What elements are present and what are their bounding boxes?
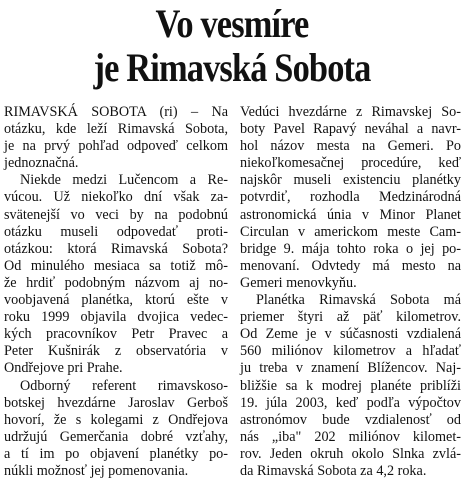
- text-line: otázku museli odpovedať proti-: [4, 223, 228, 240]
- text-line: vúcou. Už niekoľko dní však za-: [4, 189, 228, 206]
- text-line: Planétka Rimavská Sobota má: [256, 292, 461, 309]
- text-line: ju treba v znamení Blížencov. Naj-: [240, 360, 461, 377]
- text-line: bridge 9. mája tohto roka o jej po-: [240, 240, 461, 257]
- text-line: priemer štyri až päť kilometrov.: [240, 309, 461, 326]
- text-line: nás „iba" 202 miliónov kilomet-: [240, 428, 461, 445]
- text-line: voobjavená planétka, ktorú ešte v: [4, 292, 228, 309]
- text-line: roku 1999 objavila dvojica vedec-: [4, 309, 228, 326]
- text-line: niekoľkomesačnej procedúre, keď: [240, 155, 461, 172]
- article-paragraph: [240, 292, 461, 480]
- text-line: a tí im po objavení planétky po-: [4, 445, 228, 462]
- headline-line-1: Vo vesmíre: [155, 1, 309, 46]
- text-line: že hrdiť podobným názvom aj no-: [4, 274, 228, 291]
- text-line: svätenejší vo veci by na podobnú: [4, 206, 228, 223]
- text-line: 19. júla 2003, keď podľa výpočtov: [240, 394, 461, 411]
- article-paragraph: [4, 378, 228, 481]
- text-line: Od minulého mesiaca sa totiž mô-: [4, 257, 228, 274]
- text-line: potvrdiť, rozhodla Medzinárodná: [240, 189, 461, 206]
- text-line: otázkou: ktorá Rimavská Sobota?: [4, 240, 228, 257]
- text-line: 560 miliónov kilometrov a hľadať: [240, 343, 461, 360]
- article-paragraph: [240, 104, 461, 292]
- text-line: astronómov bude vzdialenosť od: [240, 411, 461, 428]
- text-line: hovorí, že s kolegami z Ondřejova: [4, 411, 228, 428]
- text-line: Gemeri menovkyňu.: [240, 274, 357, 291]
- text-line: Ondřejove pri Prahe.: [4, 360, 123, 377]
- text-line: udržujú Gemerčania dobré vzťahy,: [4, 428, 228, 445]
- text-line: najskôr museli existenciu planétky: [240, 172, 461, 189]
- text-line: Od Zeme je v súčasnosti vzdialená: [240, 326, 461, 343]
- text-line: Peter Kušnirák z observatória v: [4, 343, 228, 360]
- article-headline: [32, 2, 431, 90]
- text-line: rov. Jeden okruh okolo Slnka zvlá-: [240, 445, 461, 462]
- text-line: bližšie sa k modrej planéte priblíži: [240, 377, 461, 394]
- text-line: núkli možnosť jej pomenovania.: [4, 462, 189, 479]
- article-paragraph: [4, 104, 228, 172]
- text-line: astronomická únia v Minor Planet: [240, 206, 461, 223]
- text-line: boty Pavel Rapavý neváhal a navr-: [240, 121, 461, 138]
- text-line: Odborný referent rimavskoso-: [20, 377, 228, 394]
- text-line: RIMAVSKÁ SOBOTA (ri) – Na: [4, 104, 228, 120]
- text-line: Circulan v americkom meste Cam-: [240, 223, 461, 240]
- article-paragraph: [4, 172, 228, 377]
- text-line: otázku, kde leží Rimavská Sobota,: [4, 121, 228, 138]
- text-line: je na prvý pohľad odpoveď celkom: [4, 138, 228, 155]
- text-line: Vedúci hvezdárne z Rimavskej So-: [240, 104, 461, 120]
- text-line: da Rimavská Sobota za 4,2 roka.: [240, 462, 427, 479]
- text-line: botskej hvezdárne Jaroslav Gerboš: [4, 394, 228, 411]
- text-line: jednoznačná.: [4, 155, 79, 172]
- headline-line-2: je Rimavská Sobota: [93, 45, 371, 90]
- text-line: kých pracovníkov Petr Pravec a: [4, 326, 228, 343]
- text-line: hol názov mesta na Gemeri. Po: [240, 138, 461, 155]
- text-line: Niekde medzi Lučencom a Re-: [20, 172, 228, 189]
- article-column-right: [240, 104, 461, 480]
- text-line: menovaní. Odvtedy má mesto na: [240, 257, 461, 274]
- article-column-left: [4, 104, 228, 480]
